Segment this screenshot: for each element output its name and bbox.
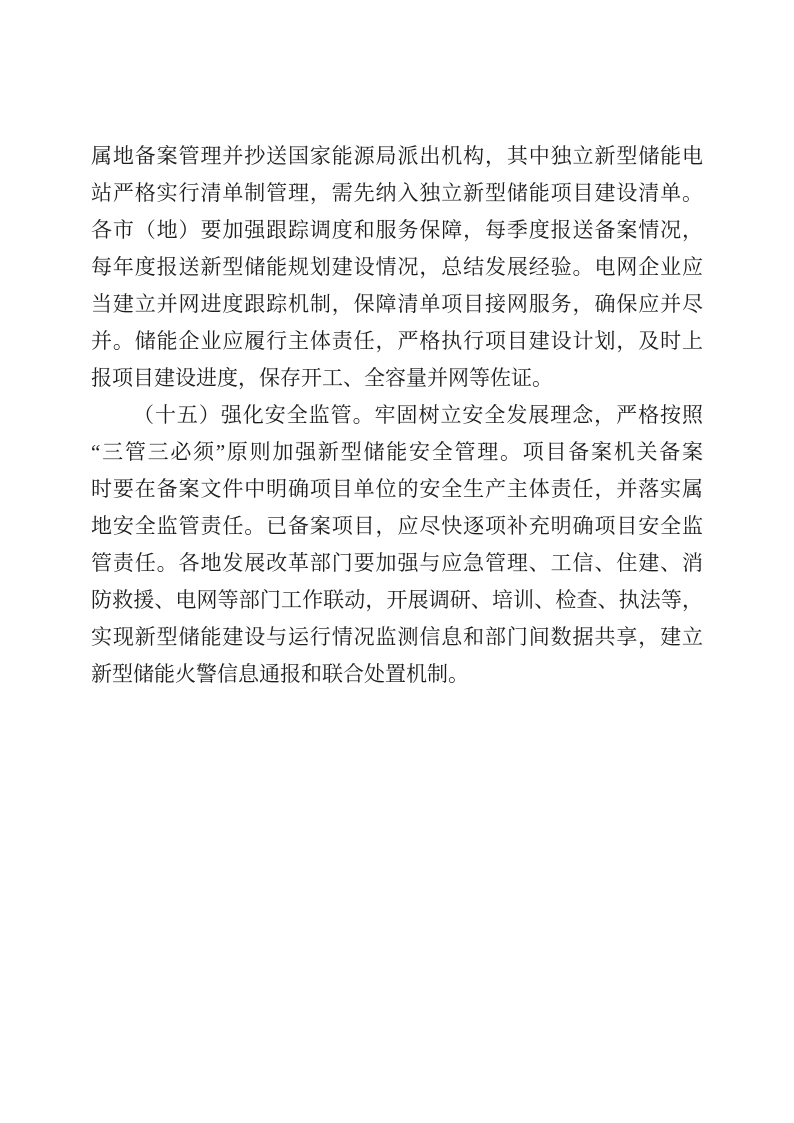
text-line: 报项目建设进度，保存开工、全容量并网等佐证。 [91,366,553,390]
text-line: 防救援、电网等部门工作联动，开展调研、培训、检查、执法等， [91,588,703,612]
text-line: 地安全监管责任。已备案项目，应尽快逐项补充明确项目安全监 [91,514,703,538]
text-line: 新型储能火警信息通报和联合处置机制。 [91,662,469,686]
text-line: 属地备案管理并抄送国家能源局派出机构，其中独立新型储能电 [91,144,703,168]
text-line: 管责任。各地发展改革部门要加强与应急管理、工信、住建、消 [91,551,703,575]
text-line: 并。储能企业应履行主体责任，严格执行项目建设计划，及时上 [91,329,703,353]
text-line: （十五）强化安全监管。牢固树立安全发展理念，严格按照 [133,403,703,427]
text-line: 当建立并网进度跟踪机制，保障清单项目接网服务，确保应并尽 [91,292,703,316]
text-line: 时要在备案文件中明确项目单位的安全生产主体责任，并落实属 [91,477,703,501]
text-line: 每年度报送新型储能规划建设情况，总结发展经验。电网企业应 [91,255,703,279]
text-body [91,138,703,693]
text-line: 各市（地）要加强跟踪调度和服务保障，每季度报送备案情况， [91,218,703,242]
text-line: 实现新型储能建设与运行情况监测信息和部门间数据共享，建立 [91,625,703,649]
text-line: 站严格实行清单制管理，需先纳入独立新型储能项目建设清单。 [91,181,703,205]
text-line: “三管三必须”原则加强新型储能安全管理。项目备案机关备案 [91,440,703,464]
